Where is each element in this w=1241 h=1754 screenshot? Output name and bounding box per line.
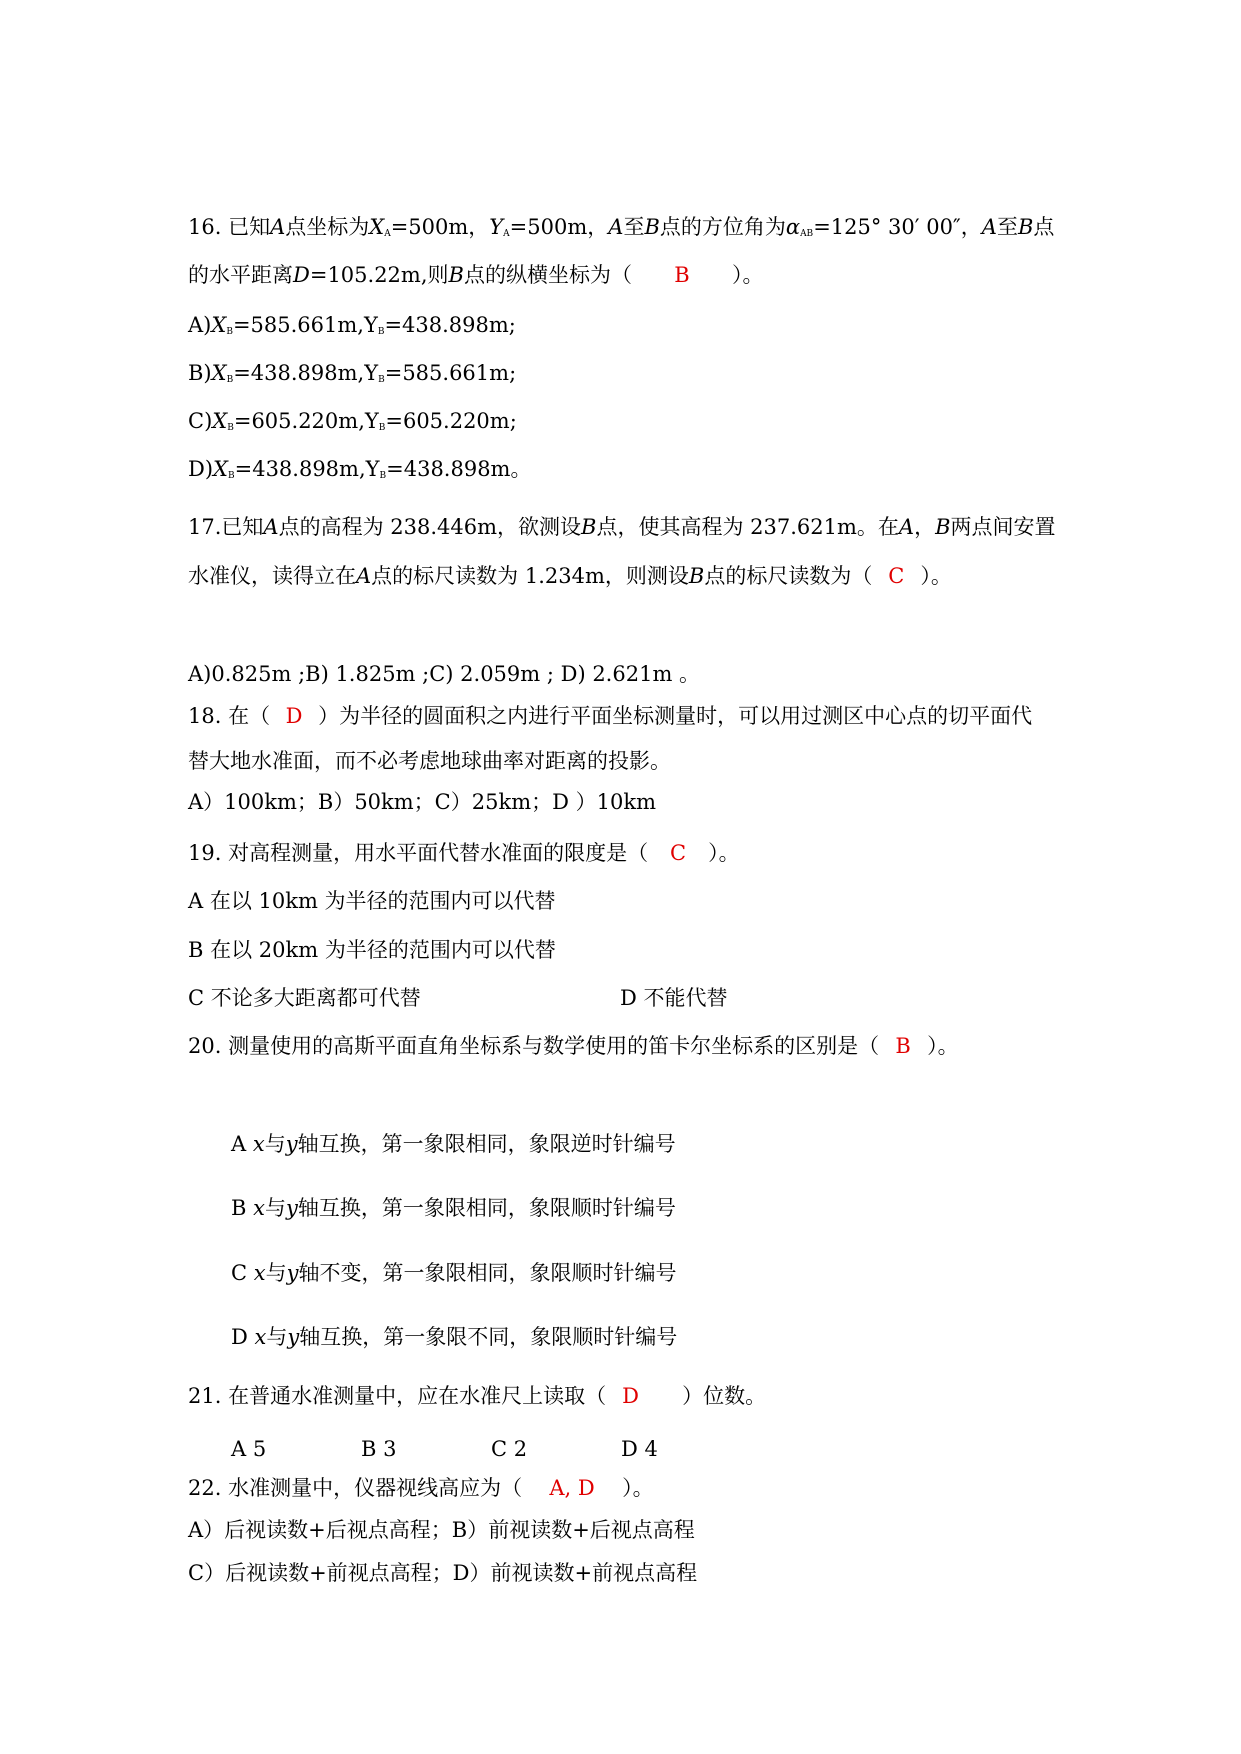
q18-options: A）100km；B）50km；C）25km；D ）10km: [188, 790, 656, 814]
q19-line-1: 19. 对高程测量，用水平面代替水准面的限度是（ C ）。: [188, 841, 740, 865]
q20-answer: B: [895, 1034, 911, 1058]
q20-option-d: D x与y轴互换，第一象限不同，象限顺时针编号: [231, 1325, 678, 1349]
q21-option-a: A 5: [231, 1437, 267, 1461]
q16-option-c: $C)X_B=605.220m,Y_B=605.220m$;: [188, 409, 517, 433]
q16-answer: B: [674, 263, 690, 287]
q18-line-1: 18. 在（ D ）为半径的圆面积之内进行平面坐标测量时，可以用过测区中心点的切平面代: [188, 704, 1033, 728]
q20-line-1: 20. 测量使用的高斯平面直角坐标系与数学使用的笛卡尔坐标系的区别是（ B ）。: [188, 1034, 959, 1058]
q19-option-c: C 不论多大距离都可代替: [188, 986, 421, 1010]
q19-option-a: A 在以 10km 为半径的范围内可以代替: [188, 889, 556, 913]
q16-line-1: 16. 已知A点坐标为$X_A=500m$，$Y_A=500m$，A至B点的方位角为$\alpha_{AB}=125^\circ$ 30′ 00″，A至B点: [188, 215, 1055, 239]
q17-options: A)0.825m ;B) 1.825m ;C) 2.059m ; D) 2.621m 。: [188, 662, 701, 686]
q17-line-1: 17.已知A点的高程为 238.446m，欲测设B点，使其高程为 237.621m。在A，B两点间安置: [188, 515, 1056, 539]
q22-answer: A, D: [549, 1476, 595, 1500]
q19-option-d: D 不能代替: [620, 986, 728, 1010]
q21-option-c: C 2: [491, 1437, 528, 1461]
q16-option-a: $A)X_B=585.661m,Y_B=438.898m$;: [188, 313, 516, 337]
q21-line-1: 21. 在普通水准测量中，应在水准尺上读取（ D ）位数。: [188, 1384, 767, 1408]
q19-answer: C: [670, 841, 687, 865]
q22-option-ab: A）后视读数+后视点高程；B）前视读数+后视点高程: [188, 1518, 695, 1542]
q18-line-2: 替大地水准面，而不必考虑地球曲率对距离的投影。: [188, 749, 671, 773]
q21-option-b: B 3: [361, 1437, 397, 1461]
q17-line-2: 水准仪，读得立在A点的标尺读数为 1.234m，则测设B点的标尺读数为（ C ）。: [188, 564, 952, 588]
q20-option-c: C x与y轴不变，第一象限相同，象限顺时针编号: [231, 1261, 677, 1285]
q18-answer: D: [285, 704, 303, 728]
q20-option-b: B x与y轴互换，第一象限相同，象限顺时针编号: [231, 1196, 676, 1220]
q19-option-b: B 在以 20km 为半径的范围内可以代替: [188, 938, 556, 962]
q16-option-d: $D)X_B=438.898m,Y_B=438.898m$。: [188, 457, 532, 481]
q22-option-cd: C）后视读数+前视点高程；D）前视读数+前视点高程: [188, 1561, 698, 1585]
q16-line-2: 的水平距离D=105.22m,则B点的纵横坐标为（ B ）。: [188, 263, 764, 287]
q16-option-b: $B)X_B=438.898m,Y_B=585.661m$;: [188, 361, 517, 385]
q20-option-a: A x与y轴互换，第一象限相同，象限逆时针编号: [231, 1132, 676, 1156]
q21-option-d: D 4: [621, 1437, 658, 1461]
q22-line-1: 22. 水准测量中，仪器视线高应为（ A, D ）。: [188, 1476, 654, 1500]
q21-answer: D: [622, 1384, 639, 1408]
q17-answer: C: [888, 564, 905, 588]
